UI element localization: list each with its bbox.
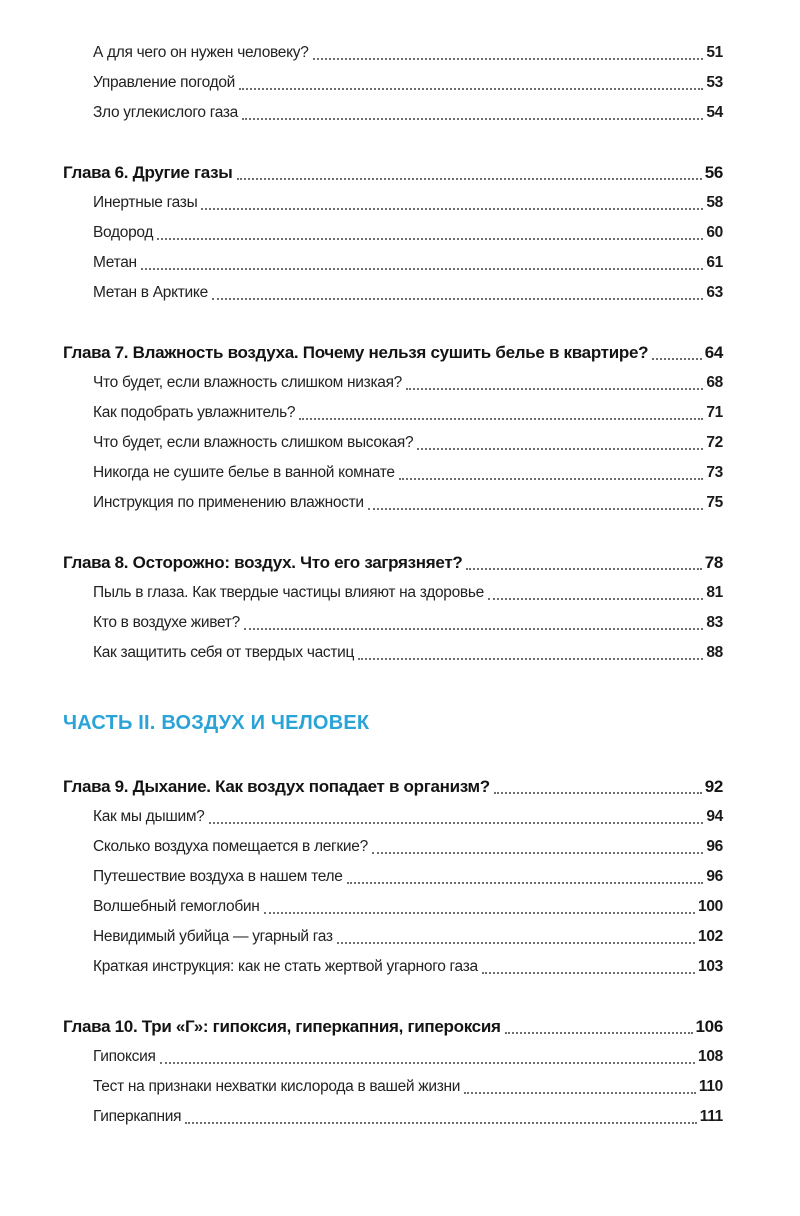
toc-entry-label: А для чего он нужен человеку? [93,44,309,61]
dot-leader [313,58,704,60]
toc-page-number: 96 [706,838,723,855]
dot-leader [337,942,695,944]
toc-entry-label: Инструкция по применению влажности [93,494,364,511]
toc-group [63,1012,723,1132]
toc-page-number: 78 [704,553,723,572]
toc-sub-entry [63,638,723,668]
toc-page-number: 72 [706,434,723,451]
dot-leader [494,792,702,794]
dot-leader [201,208,703,210]
toc-entry-label: Как мы дышим? [93,808,205,825]
toc-sub-entry [63,802,723,832]
toc-sub-entry [63,1042,723,1072]
toc-sub-entry [63,952,723,982]
toc-sub-entry [63,248,723,278]
toc-entry-label: Глава 6. Другие газы [63,163,233,182]
toc-entry-label: Кто в воздухе живет? [93,614,240,631]
toc-entry-label: Метан в Арктике [93,284,208,301]
toc-group [63,338,723,518]
toc-page-number: 88 [706,644,723,661]
toc-page-number: 71 [706,404,723,421]
toc-page-number: 63 [706,284,723,301]
toc-group [63,38,723,128]
toc-chapter-entry [63,548,723,578]
dot-leader [464,1092,696,1094]
toc-entry-label: Инертные газы [93,194,198,211]
toc-entry-label: Волшебный гемоглобин [93,898,260,915]
dot-leader [488,598,703,600]
toc-page-number: 96 [706,868,723,885]
toc-sub-entry [63,218,723,248]
toc-entry-label: Как подобрать увлажнитель? [93,404,296,421]
toc-sub-entry [63,368,723,398]
toc-sub-entry [63,38,723,68]
dot-leader [237,178,702,180]
dot-leader [358,658,703,660]
dot-leader [242,118,703,120]
toc-entry-label: Глава 9. Дыхание. Как воздух попадает в организм? [63,777,490,796]
toc-entry-label: Гипоксия [93,1048,156,1065]
toc-entry-label: Пыль в глаза. Как твердые частицы влияют на здоровье [93,584,484,601]
toc-page-number: 92 [704,777,723,796]
dot-leader [244,628,703,630]
toc-page-number: 100 [698,898,723,915]
toc-page-number: 108 [698,1048,723,1065]
toc-sub-entry [63,862,723,892]
dot-leader [417,448,703,450]
part-heading: ЧАСТЬ II. ВОЗДУХ И ЧЕЛОВЕК [63,712,370,734]
toc-chapter-entry [63,158,723,188]
toc-sub-entry [63,188,723,218]
toc-entry-label: Сколько воздуха помещается в легкие? [93,838,368,855]
toc-sub-entry [63,578,723,608]
toc-sub-entry [63,1102,723,1132]
toc-entry-label: Глава 8. Осторожно: воздух. Что его загрязняет? [63,553,463,572]
toc-sub-entry [63,608,723,638]
dot-leader [399,478,704,480]
toc-chapter-entry [63,1012,723,1042]
dot-leader [372,852,703,854]
toc-entry-label: Зло углекислого газа [93,104,238,121]
toc-entry-label: Тест на признаки нехватки кислорода в вашей жизни [93,1078,461,1095]
toc-entry-label: Управление погодой [93,74,236,91]
toc-sub-entry [63,922,723,952]
toc-chapter-entry [63,338,723,368]
toc-entry-label: Водород [93,224,154,241]
toc-page-number: 75 [706,494,723,511]
toc-entry-label: Метан [93,254,137,271]
toc-sub-entry [63,458,723,488]
dot-leader [652,358,702,360]
toc-sub-entry [63,398,723,428]
toc-entry-label: Невидимый убийца — угарный газ [93,928,333,945]
toc-entry-label: Что будет, если влажность слишком высокая? [93,434,414,451]
dot-leader [157,238,703,240]
toc-page-number: 51 [706,44,723,61]
toc-sub-entry [63,278,723,308]
toc-entry-label: Что будет, если влажность слишком низкая? [93,374,403,391]
toc-group [63,158,723,308]
dot-leader [212,298,703,300]
toc-entry-label: Глава 7. Влажность воздуха. Почему нельзя сушить белье в квартире? [63,343,649,362]
dot-leader [347,882,704,884]
dot-leader [368,508,704,510]
toc-group [63,772,723,982]
toc-chapter-entry [63,772,723,802]
toc-sub-entry [63,98,723,128]
toc-group [63,548,723,668]
toc-page-number: 68 [706,374,723,391]
toc-page-number: 110 [698,1078,723,1095]
toc-entry-label: Краткая инструкция: как не стать жертвой угарного газа [93,958,478,975]
toc-page-number: 102 [698,928,723,945]
toc-page-number: 56 [704,163,723,182]
dot-leader [264,912,695,914]
table-of-contents [63,38,723,1132]
dot-leader [160,1062,695,1064]
toc-entry-label: Путешествие воздуха в нашем теле [93,868,343,885]
toc-page-number: 106 [695,1017,723,1036]
toc-entry-label: Как защитить себя от твердых частиц [93,644,355,661]
toc-page-number: 94 [706,808,723,825]
toc-page-number: 73 [706,464,723,481]
dot-leader [466,568,701,570]
dot-leader [482,972,695,974]
toc-entry-label: Глава 10. Три «Г»: гипоксия, гиперкапния, гипероксия [63,1017,501,1036]
dot-leader [141,268,704,270]
toc-page-number: 81 [706,584,723,601]
toc-page-number: 60 [706,224,723,241]
toc-page-number: 58 [706,194,723,211]
toc-sub-entry [63,428,723,458]
toc-page-number: 61 [706,254,723,271]
toc-entry-label: Гиперкапния [93,1108,182,1125]
toc-page-number: 64 [704,343,723,362]
toc-entry-label: Никогда не сушите белье в ванной комнате [93,464,395,481]
dot-leader [209,822,704,824]
toc-sub-entry [63,488,723,518]
dot-leader [185,1122,696,1124]
toc-sub-entry [63,892,723,922]
toc-sub-entry [63,68,723,98]
toc-page-number: 83 [706,614,723,631]
toc-page-number: 111 [699,1108,723,1125]
toc-page-number: 53 [706,74,723,91]
dot-leader [299,418,703,420]
toc-page-number: 54 [706,104,723,121]
toc-sub-entry [63,1072,723,1102]
toc-sub-entry [63,832,723,862]
toc-page-number: 103 [698,958,723,975]
dot-leader [239,88,703,90]
dot-leader [505,1032,693,1034]
dot-leader [406,388,703,390]
